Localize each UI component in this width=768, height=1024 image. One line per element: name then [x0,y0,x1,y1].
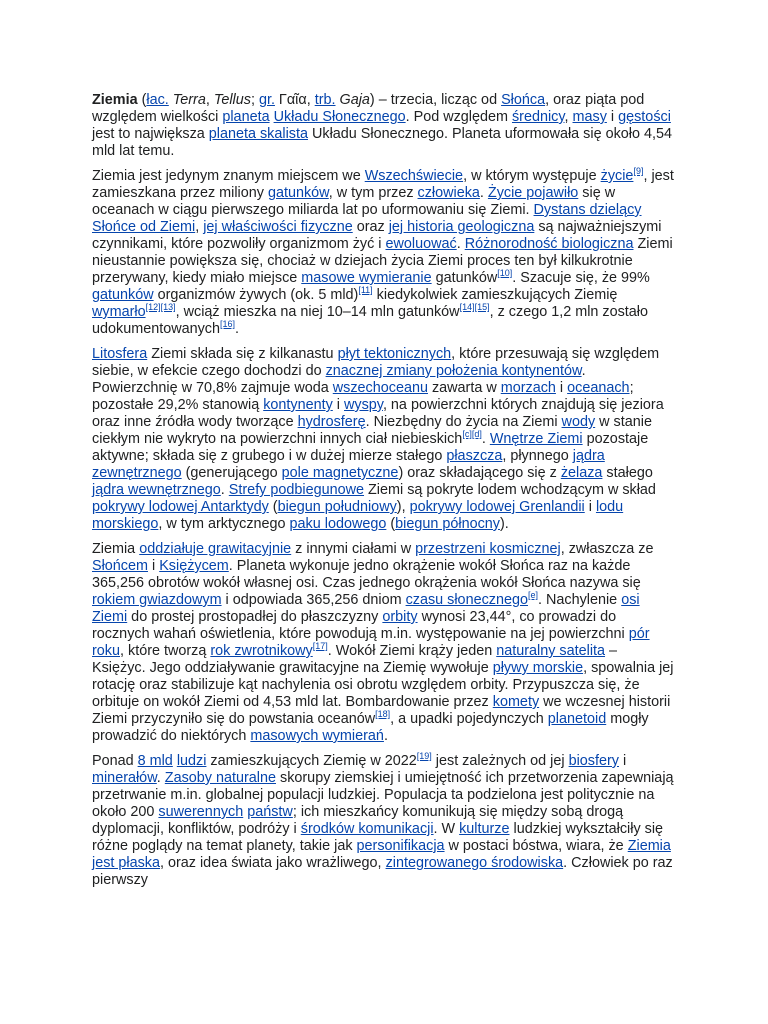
text-run: Ziemi składa się z kilkanastu [147,346,338,362]
text-run: i [148,558,160,574]
text-run: , [564,109,573,125]
text-run: , w tym przez [328,185,418,201]
reference-superscript [358,285,372,295]
reference-superscript [146,302,176,312]
text-run: Ponad [92,753,138,769]
link-biegun-poludniowy[interactable]: biegun południowy [277,499,397,515]
link-orbity[interactable]: orbity [382,609,418,625]
link-plaszcza[interactable]: płaszcza [446,448,503,464]
link-pokrywy-lodowej-antarktydy[interactable]: pokrywy lodowej Antarktydy [92,499,269,515]
text-run: i [332,397,345,413]
link-masy[interactable]: masy [572,109,607,125]
link-wszechswiecie[interactable]: Wszechświecie [364,168,464,184]
link-planetoid[interactable]: planetoid [547,711,607,727]
text-run: wynosi 23,44°, co prowadzi do rocznych wahań oświetlenia, które powodują m.in. występowanie na jej powierzchni [92,609,629,642]
text-run: ) oraz składającego się z [398,465,561,481]
reference-link[interactable]: [16] [220,319,236,330]
link-osi-ziemi[interactable]: osi Ziemi [92,592,640,625]
text-run: Ziemia jest jedynym znanym miejscem we [92,168,365,184]
link-ukladu-slonecznego[interactable]: Układu Słonecznego [273,109,406,125]
reference-link[interactable]: [9] [633,166,644,177]
text-run: mogły prowadzić do niektórych [92,711,649,744]
italic-term: Tellus [213,92,251,108]
link-por-roku[interactable]: pór roku [92,626,650,659]
link-planeta-skalista[interactable]: planeta skalista [208,126,308,142]
link-sloncem[interactable]: Słońcem [92,558,148,574]
link-wymarlo[interactable]: wymarło [92,304,146,320]
link-rok-zwrotnikowy[interactable]: rok zwrotnikowy [210,643,313,659]
link-hydrosfere[interactable]: hydrosferę [297,414,366,430]
link-wody[interactable]: wody [561,414,596,430]
link-oddzialuje-grawitacyjnie[interactable]: oddziałuje grawitacyjnie [139,541,292,557]
text-run: skorupy ziemskiej i umiejętność ich przetworzenia zapewniają przetrwanie m.in. globalnej populacji ludzkiej. Populacja ta podzielona jest politycznie na około 200 [92,770,674,820]
text-run: we wczesnej historii Ziemi przyczyniło się do powstania oceanów [92,694,671,727]
link-jadra-wewnetrznego[interactable]: jądra wewnętrznego [92,482,221,498]
link-roznorodnosc-biologiczna[interactable]: Różnorodność biologiczna [464,236,634,252]
text-run: . Pod względem [405,109,512,125]
link-mineralow[interactable]: minerałów [92,770,157,786]
link-biegun-polnocny[interactable]: biegun północny [395,516,500,532]
text-run: oraz [352,219,389,235]
link-przestrzeni-kosmicznej[interactable]: przestrzeni kosmicznej [415,541,561,557]
text-run: . Szacuje się, że 99% [512,270,650,286]
text-run: . [156,770,165,786]
link-plyt-tektonicznych[interactable]: płyt tektonicznych [337,346,452,362]
text-run: . Powierzchnię w 70,8% zajmuje woda [92,363,586,396]
text-run: ). [500,516,509,532]
text-run: , które tworzą [120,643,211,659]
link-czasu-slonecznego[interactable]: czasu słonecznego [405,592,528,608]
reference-link[interactable]: [17] [312,641,328,652]
text-run: . [479,185,488,201]
text-run: , na powierzchni których znajdują się jeziora oraz inne źródła wody tworzące [92,397,664,430]
link-suwerennych[interactable]: suwerennych [158,804,244,820]
reference-link[interactable]: [10] [497,268,513,279]
text-run: , jest zamieszkana przez miliony [92,168,674,201]
reference-superscript [313,641,328,651]
link-srednicy[interactable]: średnicy [511,109,565,125]
text-run: w stanie ciekłym nie wykryto na powierzchni innych ciał niebieskich [92,414,652,447]
link-biosfery[interactable]: biosfery [568,753,619,769]
paragraph-people [92,753,674,889]
text-run: z innymi ciałami w [291,541,416,557]
paragraph-intro [92,92,674,160]
reference-superscript [460,302,490,312]
text-run: ; [250,92,259,108]
text-run: , oraz idea świata jako wrażliwego, [160,855,386,871]
text-run: . [383,728,388,744]
reference-link[interactable]: [18] [375,709,391,720]
link-masowych-wymieran[interactable]: masowych wymierań [250,728,384,744]
link-gestosci[interactable]: gęstości [618,109,671,125]
article-subject: Ziemia [92,92,138,108]
text-run: ( [137,92,147,108]
reference-superscript [633,166,643,176]
link-srodkow-komunikacji[interactable]: środków komunikacji [300,821,434,837]
text-run: ; pozostałe 29,2% stanowią [92,380,634,413]
text-run: ( [268,499,278,515]
link-lac[interactable]: łac. [146,92,169,108]
text-run: . Nachylenie [538,592,622,608]
link-wszechoceanu[interactable]: wszechoceanu [332,380,428,396]
text-run: . [235,321,240,337]
link-gatunkow[interactable]: gatunków [92,287,154,303]
text-run: . [220,482,229,498]
text-run: zawarta w [427,380,501,396]
link-morzach[interactable]: morzach [500,380,556,396]
text-run: , spowalnia jej rotację oraz stabilizuje kąt nachylenia osi obrotu względem orbity. Przypuszcza się, że orbituje on wokół Ziemi od 4,53 mld lat. Bombardowanie przez [92,660,674,710]
text-run: , płynnego [502,448,573,464]
text-run: , z czego 1,2 mln zostało udokumentowanych [92,304,648,337]
link-kulturze[interactable]: kulturze [459,821,510,837]
reference-link[interactable]: [12][13] [145,302,176,313]
link-zycie[interactable]: życie [600,168,634,184]
link-personifikacja[interactable]: personifikacja [356,838,445,854]
link-pokrywy-lodowej-grenlandii[interactable]: pokrywy lodowej Grenlandii [409,499,585,515]
link-ksiezycem[interactable]: Księżycem [159,558,229,574]
link-plywy-morskie[interactable]: pływy morskie [492,660,584,676]
text-run: ludzkiej wykształciły się różne poglądy na temat planety, takie jak [92,821,664,854]
text-run: jest to największa [92,126,209,142]
text-run: . W [433,821,460,837]
text-run: . [481,431,490,447]
link-gr[interactable]: gr. [258,92,275,108]
text-run: . [456,236,465,252]
text-run: ), [396,499,410,515]
text-run: jest zależnych od jej [431,753,569,769]
link-zelaza[interactable]: żelaza [560,465,603,481]
text-run: Ziemi są pokryte lodem wchodzącym w skład [364,482,656,498]
link-naturalny-satelita[interactable]: naturalny satelita [496,643,606,659]
text-run: , a upadki pojedynczych [390,711,548,727]
reference-link[interactable]: [e] [527,590,538,601]
text-run: i [555,380,568,396]
link-jadra[interactable]: jądra [572,448,605,464]
text-run: kiedykolwiek zamieszkujących Ziemię [372,287,618,303]
reference-superscript [528,590,538,600]
text-run: , [205,92,214,108]
link-zewnetrznego[interactable]: zewnętrznego [92,465,182,481]
link-czlowieka[interactable]: człowieka [417,185,480,201]
paragraph-gravity [92,541,674,745]
paragraph-life [92,168,674,338]
link-ziemia-jest-plaska[interactable]: Ziemia jest płaska [92,838,671,871]
link-masowe-wymieranie[interactable]: masowe wymieranie [301,270,432,286]
link-litosfera[interactable]: Litosfera [92,346,148,362]
reference-superscript [462,429,482,439]
italic-term: Terra [172,92,206,108]
text-run: i [584,499,596,515]
text-run: . Człowiek po raz pierwszy [92,855,673,888]
link-jej-historia-geologiczna[interactable]: jej historia geologiczna [388,219,535,235]
text-run: Ziemi nieustannie powiększa się, chociaż w dziejach życia Ziemi proces ten był kilkukrotnie przerywany, kiedy miało miejsce [92,236,673,286]
text-run: organizmów żywych (ok. 5 mld) [153,287,359,303]
link-strefy-podbiegunowe[interactable]: Strefy podbiegunowe [228,482,365,498]
text-run: , w tym arktycznego [158,516,290,532]
text-run: gatunków [431,270,498,286]
link-lodu-morskiego[interactable]: lodu morskiego [92,499,624,532]
text-run: Układu Słonecznego. Planeta uformowała się około 4,54 mld lat temu. [92,126,672,159]
link-pole-magnetyczne[interactable]: pole magnetyczne [281,465,399,481]
reference-link[interactable]: [19] [416,751,432,762]
text-run: , w którym występuje [463,168,601,184]
paragraph-lithosphere [92,346,674,533]
link-kontynenty[interactable]: kontynenty [263,397,333,413]
text-run: są najważniejszymi czynnikami, które pozwoliły organizmom żyć i [92,219,662,252]
link-slonca[interactable]: Słońca [501,92,546,108]
reference-superscript [220,319,235,329]
text-run: pozostaje aktywne; składa się z grubego i w dużej mierze stałego [92,431,649,464]
text-run: – Księżyc. Jego oddziaływanie grawitacyjne na Ziemię wywołuje [92,643,618,676]
link-zycie-pojawilo[interactable]: Życie pojawiło [487,185,579,201]
text-run: do prostej prostopadłej do płaszczyzny [127,609,383,625]
link-zasoby-naturalne[interactable]: Zasoby naturalne [164,770,276,786]
text-run: , [195,219,204,235]
link-ewoluowac[interactable]: ewoluować [385,236,457,252]
link-komety[interactable]: komety [492,694,540,710]
article-body [92,92,674,897]
link-paku-lodowego[interactable]: paku lodowego [289,516,387,532]
text-run: , zwłaszcza ze [560,541,654,557]
reference-link[interactable]: [c][d] [462,429,482,440]
reference-superscript [375,709,390,719]
reference-superscript [417,751,432,761]
text-run: . Niezbędny do życia na Ziemi [365,414,562,430]
italic-term: Gaja [339,92,370,108]
text-run: Γαῖα, [274,92,315,108]
text-run: stałego [602,465,653,481]
text-run: (generującego [181,465,282,481]
text-run: , oraz piąta pod względem wielkości [92,92,645,125]
reference-link[interactable]: [11] [358,285,373,296]
text-run: , które przesuwają się względem siebie, w efekcie czego dochodzi do [92,346,660,379]
link-oceanach[interactable]: oceanach [567,380,630,396]
link-gatunkow[interactable]: gatunków [267,185,329,201]
link-znacznej-zmiany-polozenia-kontynentow[interactable]: znacznej zmiany położenia kontynentów [325,363,582,379]
text-run: ( [386,516,396,532]
text-run: w postaci bóstwa, wiara, że [444,838,628,854]
text-run: ; ich mieszkańcy komunikują się między sobą drogą dyplomacji, konfliktów, podróży i [92,804,624,837]
text-run: i odpowiada 365,256 dniom [221,592,406,608]
link-dystans-dzielacy-slonce-od-ziemi[interactable]: Dystans dzielący Słońce od Ziemi [92,202,642,235]
text-run: ) – trzecia, licząc od [369,92,502,108]
link-zintegrowanego-srodowiska[interactable]: zintegrowanego środowiska [385,855,564,871]
text-run: i [606,109,619,125]
link-jej-wlasciwosci-fizyczne[interactable]: jej właściwości fizyczne [203,219,353,235]
link-rokiem-gwiazdowym[interactable]: rokiem gwiazdowym [92,592,222,608]
text-run: , wciąż mieszka na niej 10–14 mln gatunków [175,304,460,320]
text-run: się w oceanach w ciągu pierwszego miliarda lat po uformowaniu się Ziemi. [92,185,616,218]
text-run: zamieszkujących Ziemię w 2022 [206,753,417,769]
text-run: i [618,753,627,769]
link-panstw[interactable]: państw [247,804,293,820]
link-planeta[interactable]: planeta [222,109,270,125]
link-trb[interactable]: trb. [314,92,336,108]
link-wyspy[interactable]: wyspy [344,397,383,413]
link-8-mld[interactable]: 8 mld [137,753,173,769]
reference-link[interactable]: [14][15] [459,302,490,313]
link-ludzi[interactable]: ludzi [176,753,207,769]
text-run: . Planeta wykonuje jedno okrążenie wokół Słońca raz na każde 365,256 obrotów wokół własnej osi. Czas jednego okrążenia wokół Słońca nazywa się [92,558,641,591]
reference-superscript [497,268,512,278]
link-wnetrze-ziemi[interactable]: Wnętrze Ziemi [489,431,583,447]
text-run: . Wokół Ziemi krąży jeden [327,643,497,659]
text-run: Ziemia [92,541,140,557]
